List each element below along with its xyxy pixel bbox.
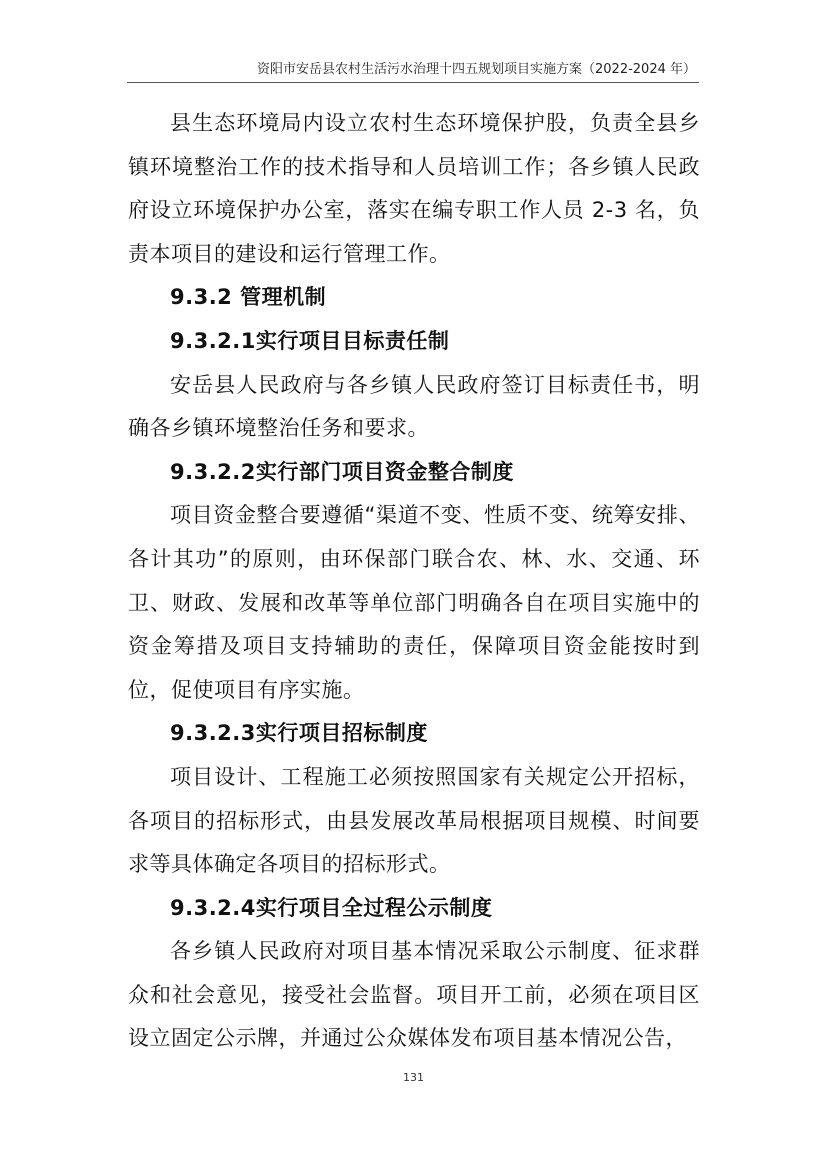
paragraph-env-bureau: 县生态环境局内设立农村生态环境保护股，负责全县乡镇环境整治工作的技术指导和人员培训工作；各乡镇人民政府设立环境保护办公室，落实在编专职工作人员 2-3 名，负责本项目的建设和运行管理工作。 [128,111,700,266]
running-header: 资阳市安岳县农村生活污水治理十四五规划项目实施方案（2022-2024 年） [257,62,696,77]
header-divider [127,82,699,83]
page-body [128,102,700,1061]
paragraph-fund-integration: 项目资金整合要遵循“渠道不变、性质不变、统筹安排、各计其功”的原则，由环保部门联合农、林、水、交通、环卫、财政、发展和改革等单位部门明确各自在项目实施中的资金筹措及项目支持辅助的责任，保障项目资金能按时到位，促使项目有序实施。 [128,503,700,702]
subsection-heading-fund-integration: 9.3.2.2实行部门项目资金整合制度 [170,459,514,484]
paragraph-public-notice: 各乡镇人民政府对项目基本情况采取公示制度、征求群众和社会意见，接受社会监督。项目开工前，必须在项目区设立固定公示牌，并通过公众媒体发布项目基本情况公告， [128,939,700,1051]
subsection-heading-target-responsibility: 9.3.2.1实行项目目标责任制 [170,328,450,353]
page-number: 131 [403,1071,424,1084]
paragraph-target-responsibility: 安岳县人民政府与各乡镇人民政府签订目标责任书，明确各乡镇环境整治任务和要求。 [128,372,700,441]
subsection-heading-public-notice: 9.3.2.4实行项目全过程公示制度 [170,895,493,920]
subsection-heading-bidding: 9.3.2.3实行项目招标制度 [170,721,428,746]
paragraph-bidding: 项目设计、工程施工必须按照国家有关规定公开招标，各项目的招标形式，由县发展改革局根据项目规模、时间要求等具体确定各项目的招标形式。 [128,764,700,877]
section-heading-management-mechanism: 9.3.2 管理机制 [170,285,327,310]
